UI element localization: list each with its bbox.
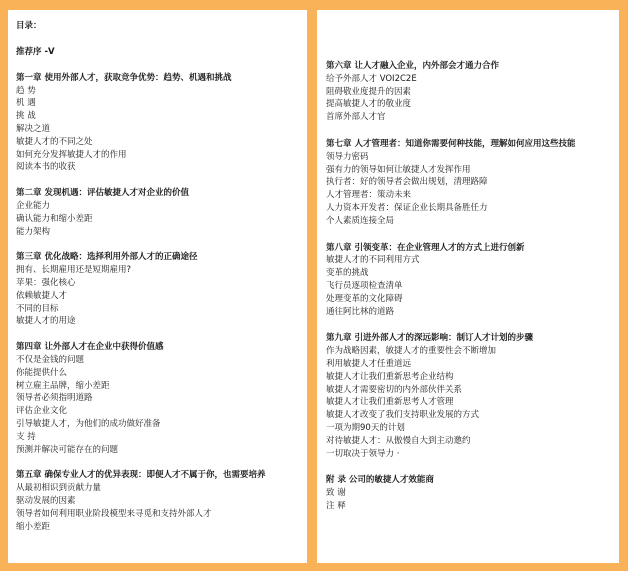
section-entry[interactable]: 注 释	[326, 500, 346, 511]
section-entry[interactable]: 给予外部人才 VOI2C2E	[326, 73, 417, 84]
chapter-title[interactable]: 第九章 引进外部人才的深远影响：制订人才计划的步骤	[326, 333, 533, 344]
toc-chapter	[326, 138, 615, 228]
left-chapter-list	[16, 46, 303, 533]
section-entry[interactable]: 敏捷人才的不同之处	[16, 136, 93, 147]
section-entry[interactable]: 首席外部人才官	[326, 112, 386, 123]
section-entry[interactable]: 提高敏捷人才的敬业度	[326, 99, 412, 110]
toc-chapter	[16, 46, 303, 59]
section-entry[interactable]: 领导者如何利用职业阶段模型来寻觅和支持外部人才	[16, 508, 212, 519]
section-entry[interactable]: 确认能力和缩小差距	[16, 213, 93, 224]
section-entry[interactable]: 驱动发展的因素	[16, 495, 76, 506]
section-entry[interactable]: 一项为期90天的计划	[326, 422, 405, 433]
section-entry[interactable]: 变革的挑战	[326, 268, 369, 279]
chapter-title[interactable]: 第五章 确保专业人才的优异表现：即便人才不属于你，也需要培养	[16, 470, 266, 481]
section-entry[interactable]: 支 持	[16, 431, 36, 442]
section-entry[interactable]: 能力架构	[16, 226, 51, 237]
section-entry[interactable]: 个人素质连接全局	[326, 215, 395, 226]
section-entry[interactable]: 利用敏捷人才任重道远	[326, 358, 412, 369]
section-entry[interactable]: 依赖敏捷人才	[16, 290, 68, 301]
section-entry[interactable]: 领导者必须指明道路	[16, 393, 93, 404]
chapter-title[interactable]: 第二章 发现机遇：评估敏捷人才对企业的价值	[16, 188, 189, 199]
section-entry[interactable]: 敏捷人才让我们重新思考人才管理	[326, 397, 454, 408]
section-entry[interactable]: 拥有、长期雇用还是短期雇用?	[16, 265, 132, 276]
section-entry[interactable]: 强有力的领导如何让敏捷人才发挥作用	[326, 164, 471, 175]
section-entry[interactable]: 人力资本开发者：保证企业长期具备胜任力	[326, 202, 488, 213]
toc-chapter	[326, 332, 615, 460]
section-entry[interactable]: 从最初相识到贡献力量	[16, 483, 102, 494]
section-entry[interactable]: 人才管理者：策动未来	[326, 190, 412, 201]
toc-chapter	[326, 242, 615, 319]
toc-chapter	[16, 251, 303, 328]
section-entry[interactable]: 如何充分发挥敏捷人才的作用	[16, 149, 127, 160]
section-entry[interactable]: 阅读本书的收获	[16, 162, 76, 173]
right-chapter-list	[326, 60, 615, 513]
section-entry[interactable]: 评估企业文化	[16, 406, 68, 417]
section-entry[interactable]: 解决之道	[16, 123, 51, 134]
section-entry[interactable]: 企业能力	[16, 200, 51, 211]
section-entry[interactable]: 缩小差距	[16, 521, 51, 532]
section-entry[interactable]: 趋 势	[16, 85, 36, 96]
chapter-title[interactable]: 第六章 让人才融入企业，内外部会才通力合作	[326, 61, 499, 71]
right-page	[317, 10, 619, 563]
toc-chapter	[326, 474, 615, 512]
toc-chapter	[16, 469, 303, 533]
chapter-title[interactable]: 附 录 公司的敏捷人才效能商	[326, 475, 434, 486]
toc-chapter	[16, 72, 303, 174]
section-entry[interactable]: 预测并解决可能存在的问题	[16, 444, 119, 455]
section-entry[interactable]: 领导力密码	[326, 151, 369, 162]
section-entry[interactable]: 敏捷人才的不同利用方式	[326, 255, 420, 266]
chapter-title[interactable]: 第七章 人才管理者：知道你需要何种技能，理解如何应用这些技能	[326, 138, 576, 149]
section-entry[interactable]: 机 遇	[16, 98, 36, 109]
section-entry[interactable]: 处理变革的文化障碍	[326, 293, 403, 304]
section-entry[interactable]: 致 谢	[326, 488, 346, 499]
chapter-title[interactable]: 推荐序 -V	[16, 47, 55, 57]
section-entry[interactable]: 敏捷人才的用途	[16, 316, 76, 327]
section-entry[interactable]: 作为战略因素，敏捷人才的重要性会不断增加	[326, 346, 497, 357]
section-entry[interactable]: 对待敏捷人才：从傲慢自大到主动邀约	[326, 435, 471, 446]
chapter-title[interactable]: 第四章 让外部人才在企业中获得价值感	[16, 342, 164, 353]
section-entry[interactable]: 阻碍敬业度提升的因素	[326, 86, 412, 97]
chapter-title[interactable]: 第三章 优化战略：选择利用外部人才的正确途径	[16, 252, 198, 263]
section-entry[interactable]: 飞行员逐项检查清单	[326, 280, 403, 291]
chapter-title[interactable]: 第一章 使用外部人才，获取竞争优势：趋势、机遇和挑战	[16, 72, 232, 83]
section-entry[interactable]: 一切取决于领导力 ·	[326, 448, 400, 459]
section-entry[interactable]: 通往阿比林的道路	[326, 306, 395, 317]
chapter-title[interactable]: 第八章 引领变革：在企业管理人才的方式上进行创新	[326, 242, 525, 253]
section-entry[interactable]: 挑 战	[16, 111, 36, 122]
section-entry[interactable]: 敏捷人才让我们重新思考企业结构	[326, 371, 454, 382]
section-entry[interactable]: 敏捷人才需要密切的内外部伙伴关系	[326, 384, 463, 395]
section-entry[interactable]: 苹果：强化核心	[16, 277, 76, 288]
section-entry[interactable]: 不同的目标	[16, 303, 59, 314]
toc-chapter	[16, 187, 303, 238]
toc-heading: 目录：	[16, 21, 42, 31]
section-entry[interactable]: 引导敏捷人才，为他们的成功做好准备	[16, 418, 161, 429]
section-entry[interactable]: 不仅是金钱的问题	[16, 354, 85, 365]
section-entry[interactable]: 敏捷人才改变了我们支持职业发展的方式	[326, 410, 480, 421]
left-page	[8, 10, 307, 563]
toc-chapter	[16, 341, 303, 456]
section-entry[interactable]: 执行者：好的领导者会做出规划，清理路障	[326, 177, 488, 188]
section-entry[interactable]: 你能提供什么	[16, 367, 68, 378]
section-entry[interactable]: 树立雇主品牌，缩小差距	[16, 380, 110, 391]
toc-chapter	[326, 60, 615, 124]
